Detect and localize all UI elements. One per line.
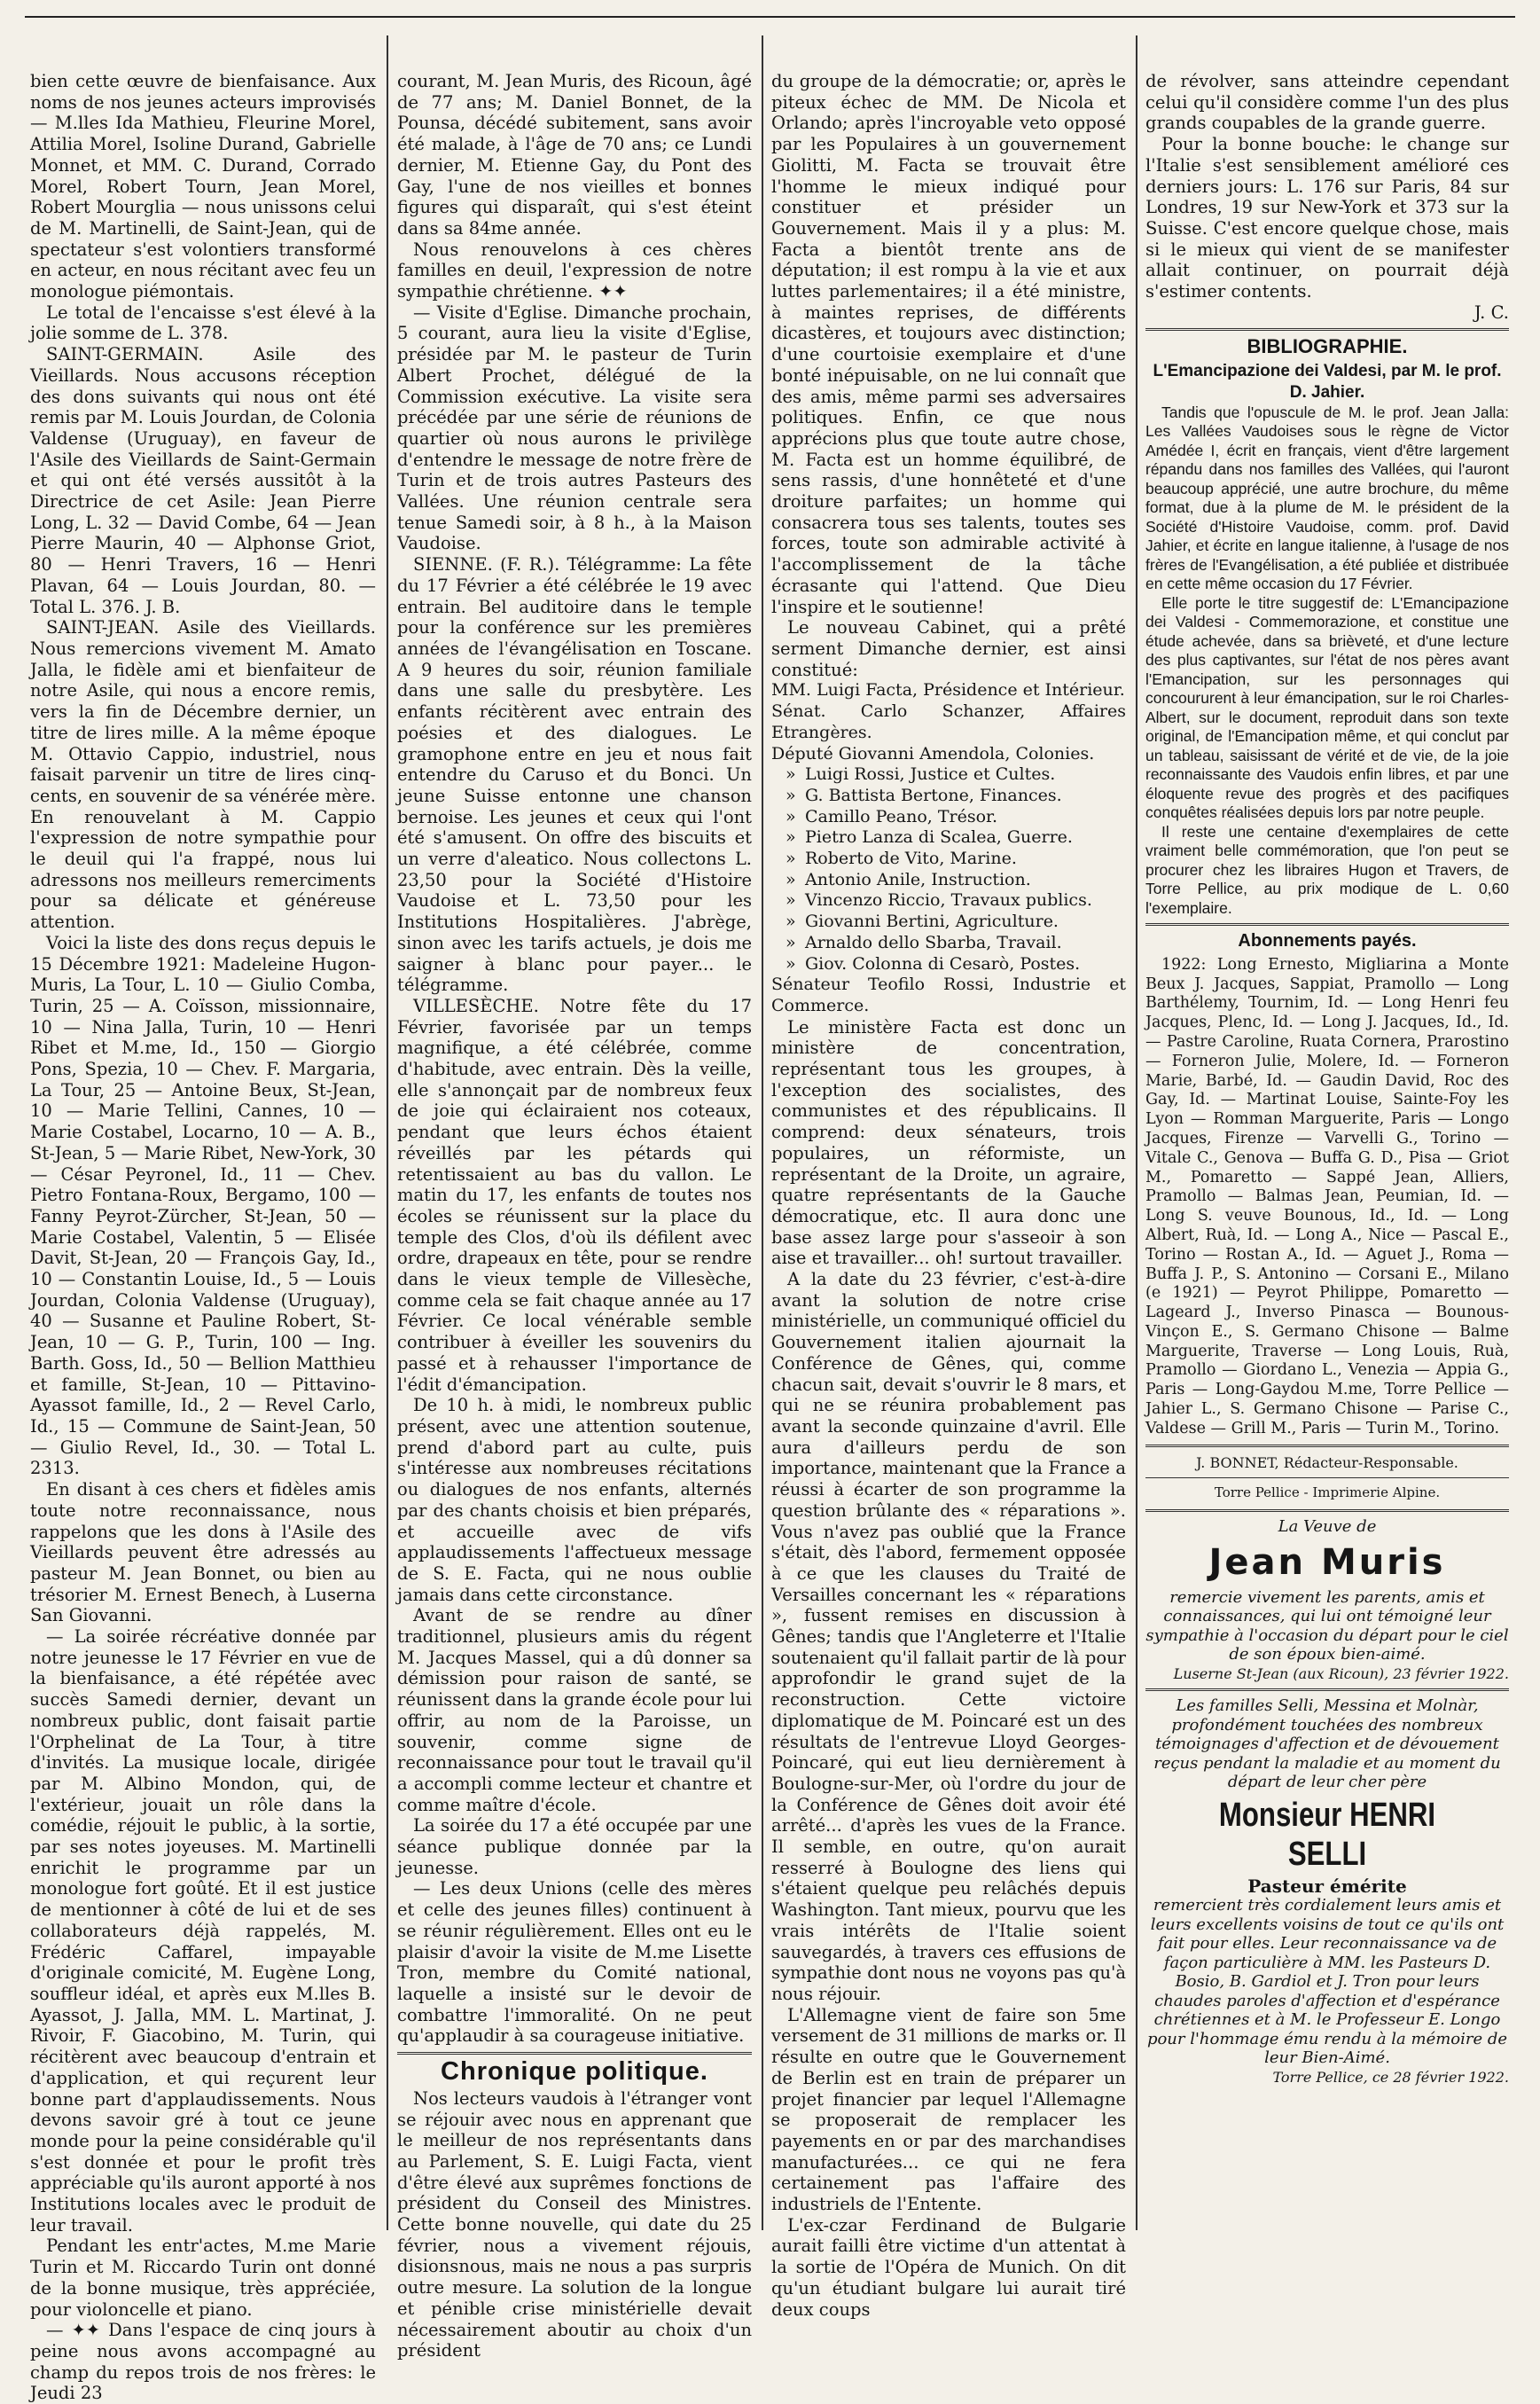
column-4 bbox=[1145, 71, 1509, 2217]
column-separator bbox=[1136, 35, 1137, 2230]
paragraph: En disant à ces chers et fidèles amis toute notre reconnaissance, nous rappelons que les dons à l'Asile des Vieillards peuvent être adressés au pasteur M. Jean Bonnet, ou bien au trésorier M. Ernest Benech, à Luserna San Giovanni. bbox=[30, 1479, 376, 1626]
cabinet-entry: MM. Luigi Facta, Présidence et Intérieur. bbox=[771, 680, 1125, 701]
paragraph: Nos lecteurs vaudois à l'étranger vont se réjouir avec nous en apprenant que le meilleur de nos représentants dans au Parlement, S. E. Luigi Facta, vient d'être élevé aux suprêmes fonctions de président du Conseil des Ministres. Cette bonne nouvelle, qui date du 25 février, nous a vivement réjouis, disionsnous, mais ne nous a pas surpris outre mesure. La solution de la longue et pénible crise ministérielle devait nécessairement aboutir au choix d'un président bbox=[397, 2087, 752, 2361]
section-divider bbox=[1145, 1445, 1509, 1447]
paragraph: — La soirée récréative donnée par notre jeunesse le 17 Février en vue de la bienfaisance, a été répétée avec succès Samedi dernier, devant un nombreux public, dont faisait partie l'Orphelinat de La Tour, à titre d'invités. La musique locale, dirigée par M. Albino Mondon, qui, de l'extérieur, jouait un rôle dans la comédie, réjouit le public, à la sortie, par ses notes joyeuses. M. Martinelli enrichit le programme par un monologue fort goûté. Et il est justice de mentionner à côté de lui et de ses collaborateurs déjà rappelés, M. Frédéric Caffarel, impayable d'originale comicité, M. Eugène Long, souffleur idéal, et après eux M.lles B. Ayassot, J. Jalla, MM. L. Martinat, J. Rivoir, F. Giacobino, M. Turin, qui récitèrent avec beaucoup d'entrain et d'application, et qui reçurent leur bonne part d'applaudissements. Nous devons savoir gré à tout ce jeune monde pour la peine considérable qu'il s'est donnée et pour le profit très appréciable qu'ils auront apporté à nos Institutions locales avec le produit de leur travail. bbox=[30, 1626, 376, 2236]
subscriptions-list: 1922: Long Ernesto, Migliarina a Monte Beux J. Jacques, Sappiat, Pramollo — Long Barthélemy, Tournim, Id. — Long Henri feu Jacques, Plenc, Id. — Long J. Jacques, Id., Id. — Pastre Caroline, Ruata Cornera, Prarostino — Forneron Julie, Molere, Id. — Forneron Marie, Barbé, Id. — Gaudin David, Roc des Gay, Id. — Martinat Louise, Sainte-Foy les Lyon — Romman Marguerite, Paris — Longo Jacques, Firenze — Varvelli G., Torino — Vitale C., Genova — Buffa G. D., Pisa — Griot M., Pomaretto — Sappé Jean, Alliers, Pramollo — Balmas Jean, Peumian, Id. — Long S. veuve Bounous, Id., Id. — Long Albert, Ruà, Id. — Long A., Nice — Pascal E., Torino — Rostan A., Id. — Aguet J., Roma — Buffa J. P., S. Antonino — Corsani E., Milano (e 1921) — Peyrot Philippe, Pomaretto — Lageard J., Inverso Pinasca — Bounous-Vinçon E., S. Germano Chisone — Balme Marguerite, Traverse — Long Louis, Ruà, Pramollo — Giordano L., Venezia — Appia G., Paris — Long-Gaydou M.me, Torre Pellice — Jahier L., S. Germano Chisone — Parise C., Valdese — Grill M., Paris — Turin M., Torino. bbox=[1145, 955, 1509, 1437]
ditto-mark: » bbox=[786, 849, 796, 869]
notice-place-date: Luserne St-Jean (aux Ricoun), 23 février 1922. bbox=[1173, 1664, 1509, 1682]
cabinet-entry: Sénat. Carlo Schanzer, Affaires Etrangères. bbox=[771, 701, 1126, 742]
cabinet-list bbox=[771, 680, 1126, 1016]
paragraph: A la date du 23 février, c'est-à-dire avant la solution de notre crise ministérielle, un communiqué officiel du Gouvernement italien ajournait la Conférence de Gênes, qui, comme chacun sait, devait s'ouvrir le 8 mars, et qui ne se réunira probablement pas avant la seconde quinzaine d'avril. Elle aura d'ailleurs perdu de son importance, maintenant que la France a réussi à écarter de son programme la question brûlante des « réparations ». Vous n'avez pas oublié que la France s'était, dès l'abord, fermement opposée à ce que les clauses du Traité de Versailles concernant les « réparations », fussent remises en discussion à Gênes; tandis que l'Angleterre et l'Italie soutenaient qu'il fallait partir de là pour approfondir le grand sujet de la reconstruction. Cette victoire diplomatique de M. Poincaré est un des résultats de l'entrevue Lloyd Georges-Poincaré, qui eut lieu dernièrement à Boulogne-sur-Mer, où l'ordre du jour de la Conférence de Gênes doit avoir été arrêté... d'après les vues de la France. Il semble, en outre, qu'on aurait resserré à Boulogne des liens qui s'étaient quelque peu relâchés depuis Washington. Tant mieux, pourvu que les vrais intérêts de l'Italie soient sauvegardés, à travers ces effusions de sympathie dont nous ne voyons pas qu'à nous réjouir. bbox=[771, 1269, 1126, 2004]
ditto-mark: » bbox=[786, 932, 796, 952]
ditto-mark: » bbox=[786, 890, 796, 911]
column-separator bbox=[762, 35, 763, 2230]
column-2 bbox=[397, 71, 752, 2361]
subscriptions-heading: Abonnements payés. bbox=[1238, 931, 1417, 951]
paragraph: — ✦✦ Dans l'espace de cinq jours à peine nous avons accompagné au champ du repos trois de nos frères: le Jeudi 23 bbox=[30, 2320, 376, 2404]
paragraph: Il reste une centaine d'exemplaires de cette vraiment belle commémoration, que l'on peut se procurer chez les libraires Hugon et Travers, de Torre Pellice, au prix modique de L. 0,60 l'exemplaire. bbox=[1145, 822, 1509, 917]
cabinet-entry: » Vincenzo Riccio, Travaux publics. bbox=[786, 890, 1092, 911]
bibliography-heading: BIBLIOGRAPHIE. bbox=[1247, 335, 1408, 358]
cabinet-entry: Sénateur Teofilo Rossi, Industrie et Commerce. bbox=[771, 975, 1126, 1015]
column-3 bbox=[771, 71, 1126, 2320]
notice-name: Jean Muris bbox=[1208, 1541, 1446, 1583]
cabinet-entry: » Pietro Lanza di Scalea, Guerre. bbox=[786, 827, 1073, 848]
notice-text: Les familles Selli, Messina et Molnàr, profondément touchées des nombreux témoignages d'affection et de dévouement reçus pendant la maladie et au moment du départ de leur cher père bbox=[1153, 1696, 1501, 1792]
bibliography-subtitle: L'Emancipazione dei Valdesi, par M. le prof. D. Jahier. bbox=[1153, 362, 1502, 402]
printer-line: Torre Pellice - Imprimerie Alpine. bbox=[1214, 1484, 1441, 1501]
cabinet-entry: » Camillo Peano, Trésor. bbox=[786, 806, 998, 826]
paragraph: SAINT-JEAN. Asile des Vieillards. Nous remercions vivement M. Amato Jalla, le fidèle ami et bienfaiteur de notre Asile, qui nous a encore remis, vers la fin de Décembre dernier, un titre de lires mille. A la même époque M. Ottavio Cappio, industriel, nous faisait parvenir un titre de lires cinq-cents, en souvenir de sa vénérée mère. En renouvelant à M. Cappio l'expression de notre sympathie pour le deuil qui l'a frappé, nous lui adressons nos meilleurs remerciments pour sa délicate et généreuse attention. bbox=[30, 617, 376, 933]
top-rule bbox=[25, 16, 1515, 18]
cabinet-entry: » Giov. Colonna di Cesarò, Postes. bbox=[786, 953, 1081, 974]
paragraph: L'ex-czar Ferdinand de Bulgarie aurait failli être victime d'un attentat à la sortie de l'Opéra de Munich. On dit qu'un étudiant bulgare lui aurait tiré deux coups bbox=[771, 2214, 1126, 2320]
section-divider bbox=[1145, 328, 1509, 331]
ditto-mark: » bbox=[786, 912, 796, 932]
paragraph: Pendant les entr'actes, M.me Marie Turin et M. Riccardo Turin ont donné de la bonne musique, très appréciée, pour violoncelle et piano. bbox=[30, 2236, 376, 2320]
cabinet-entry: » Antonio Anile, Instruction. bbox=[786, 869, 1031, 889]
section-divider bbox=[1145, 1688, 1509, 1691]
column-separator bbox=[387, 35, 388, 2230]
notice-place-date: Torre Pellice, ce 28 février 1922. bbox=[1272, 2068, 1509, 2086]
section-divider bbox=[397, 2052, 752, 2055]
signature: J. C. bbox=[1474, 301, 1509, 323]
responsible-editor: J. BONNET, Rédacteur-Responsable. bbox=[1196, 1453, 1458, 1471]
notice-intro: La Veuve de bbox=[1278, 1517, 1377, 1537]
paragraph: Le ministère Facta est donc un ministère de concentration, représentant tous les groupes, à l'exception des socialistes, des communistes et des républicains. Il comprend: deux sénateurs, trois populaires, un réformiste, un représentant de la Droite, un agraire, quatre représentants de la Gauche démocratique, etc. Il aura donc une base assez large pour s'asseoir à son aise et travailler... oh! surtout travailler. bbox=[771, 1016, 1126, 1269]
notice-name: Monsieur HENRI SELLI bbox=[1218, 1796, 1436, 1873]
ditto-mark: » bbox=[786, 827, 796, 848]
paragraph: SIENNE. (F. R.). Télégramme: La fête du 17 Février a été célébrée le 19 avec entrain. Bel auditoire dans le temple pour la conférence sur les premières années de l'évangélisation en Toscane. A 9 heures du soir, réunion familiale dans une salle du presbytère. Les enfants récitèrent avec entrain des poésies et des dialogues. Le gramophone entre en jeu et nous fait entendre du Caruso et du Bonci. Un jeune Suisse entonne une chanson bernoise. Les jeunes et ceux qui l'ont été s'amusent. On offre des biscuits et un verre d'aleatico. Nous collectons L. 23,50 pour la Société d'Histoire Vaudoise et L. 73,50 pour les Institutions Hospitalières. J'abrège, sinon avec les tarifs actuels, je dois me saigner à blanc pour payer... le télégramme. bbox=[397, 554, 752, 996]
paragraph: Avant de se rendre au dîner traditionnel, plusieurs amis du régent M. Jacques Massel, qui a dû donner sa démission pour raison de santé, se réunissent dans la grande école pour lui offrir, au nom de la Paroisse, un souvenir, comme signe de reconnaissance pour tout le travail qu'il a accompli comme lecteur et chantre et comme maître d'école. bbox=[397, 1605, 752, 1815]
paragraph: Le total de l'encaisse s'est élevé à la jolie somme de L. 378. bbox=[30, 301, 376, 344]
paragraph: Elle porte le titre suggestif de: L'Emancipazione dei Valdesi - Commemorazione, et constitue une étude achevée, dans sa brièveté, et d'une lecture des plus captivantes, sur l'état de nos pères avant l'Emancipation, sur les personnages qui concoururent à leur émancipation, sur le roi Charles-Albert, sur le document, reproduit dans son texte original, de l'Emancipation même, et qui conclut par un tableau, saisissant de vérité et de vie, de la joie reconnaissante des Vaudois enfin libres, et par une éloquente revue des progrès et des pacifiques conquêtes réalisées depuis lors par notre peuple. bbox=[1145, 593, 1509, 822]
paragraph: de révolver, sans atteindre cependant celui qu'il considère comme l'un des plus grands coupables de la grande guerre. bbox=[1145, 71, 1509, 134]
notice-text: remercie vivement les parents, amis et connaissances, qui lui ont témoigné leur sympathie à l'occasion du départ pour le ciel de son époux bien-aimé. bbox=[1145, 1587, 1509, 1664]
ditto-mark: » bbox=[786, 953, 796, 974]
cabinet-entry: » Roberto de Vito, Marine. bbox=[786, 849, 1017, 869]
notice-selli bbox=[1145, 1696, 1509, 2087]
paragraph: La soirée du 17 a été occupée par une séance publique donnée par la jeunesse. bbox=[397, 1815, 752, 1878]
paragraph: — Les deux Unions (celle des mères et celle des jeunes filles) continuent à se réunir régulièrement. Elles ont eu le plaisir d'avoir la visite de M.me Lisette Tron, membre du Comité national, laquelle a insisté sur le devoir de combattre l'immoralité. On ne peut qu'applaudir à sa courageuse initiative. bbox=[397, 1878, 752, 2047]
paragraph: Le nouveau Cabinet, qui a prêté serment Dimanche dernier, est ainsi constitué: bbox=[771, 617, 1126, 680]
bibliography-body bbox=[1145, 403, 1509, 919]
notice-title: Pasteur émérite bbox=[1247, 1875, 1407, 1897]
section-divider bbox=[1145, 923, 1509, 926]
divider bbox=[1145, 1477, 1509, 1478]
paragraph: courant, M. Jean Muris, des Ricoun, âgé de 77 ans; M. Daniel Bonnet, de la Pounsa, décédé subitement, sans avoir été malade, à l'âge de 70 ans; ce Lundi dernier, M. Etienne Gay, du Pont des Gay, l'une de nos vieilles et bonnes figures qui disparaît, qui s'est éteint dans sa 84me année. bbox=[397, 71, 752, 239]
paragraph: Nous renouvelons à ces chères familles en deuil, l'expression de notre sympathie chrétienne. ✦✦ bbox=[397, 239, 752, 302]
cabinet-entry: » Luigi Rossi, Justice et Cultes. bbox=[786, 764, 1056, 785]
ditto-mark: » bbox=[786, 785, 796, 805]
paragraph: De 10 h. à midi, le nombreux public présent, avec une attention soutenue, prend d'abord part au culte, puis s'intéresse aux nombreuses récitations ou dialogues de nos enfants, alternés par des chants choisis et bien préparés, et accueille avec de vifs applaudissements l'affectueux message de S. E. Facta, qui ne nous oublie jamais dans cette circonstance. bbox=[397, 1395, 752, 1605]
notice-muris bbox=[1145, 1517, 1509, 1683]
cabinet-entry: Député Giovanni Amendola, Colonies. bbox=[771, 743, 1095, 763]
cabinet-entry: » Giovanni Bertini, Agriculture. bbox=[786, 912, 1059, 932]
paragraph: Voici la liste des dons reçus depuis le 15 Décembre 1921: Madeleine Hugon-Muris, La Tour, L. 10 — Giulio Comba, Turin, 25 — A. Coïsson, missionnaire, 10 — Nina Jalla, Turin, 10 — Henri Ribet et M.me, Id., 150 — Giorgio Pons, Spezia, 10 — Chev. F. Margaria, La Tour, 25 — Antoine Beux, St-Jean, 10 — Marie Tellini, Cannes, 10 — Marie Costabel, Locarno, 10 — A. B., St-Jean, 5 — Marie Ribet, New-York, 30 — César Peyronel, Id., 11 — Chev. Pietro Fontana-Roux, Bergamo, 100 — Fanny Peyrot-Zürcher, St-Jean, 50 — Marie Costabel, Valentin, 5 — Elisée Davit, St-Jean, 20 — François Gay, Id., 10 — Constantin Louise, Id., 5 — Louis Jourdan, Colonia Valdense (Uruguay), 40 — Susanne et Pauline Robert, St-Jean, 10 — G. P., Turin, 100 — Ing. Barth. Goss, Id., 50 — Bellion Matthieu et famille, St-Jean, 10 — Pittavino-Ayassot famille, Id., 2 — Revel Carlo, Id., 15 — Commune de Saint-Jean, 50 — Giulio Revel, Id., 30. — Total L. 2313. bbox=[30, 932, 376, 1479]
paragraph: VILLESÈCHE. Notre fête du 17 Février, favorisée par un temps magnifique, a été célébrée, comme d'habitude, avec entrain. Dès la veille, elle s'annonçait par de nombreux feux de joie qui éclairaient nos coteaux, pendant que leurs échos étaient réveillés par les pétards qui retentissaient au bas du vallon. Le matin du 17, les enfants de toutes nos écoles se réunissent sur la place du temple des Clos, d'où ils défilent avec ordre, drapeaux en tête, pour se rendre dans le vieux temple de Villesèche, comme cela se fait chaque année au 17 Février. Ce local vénérable semble contribuer à éveiller les souvenirs du passé et à rehausser l'importance de l'édit d'émancipation. bbox=[397, 995, 752, 1395]
section-divider bbox=[1145, 1509, 1509, 1512]
cabinet-entry: » Arnaldo dello Sbarba, Travail. bbox=[786, 932, 1062, 952]
paragraph: du groupe de la démocratie; or, après le piteux échec de MM. De Nicola et Orlando; après l'incroyable veto opposé par les Populaires à un gouvernement Giolitti, M. Facta se trouvait être l'homme le mieux indiqué pour constituer et présider un Gouvernement. Mais il y a plus: M. Facta a bientôt trente ans de députation; il est rompu à la vie et aux luttes parlementaires; il a été ministre, à maintes reprises, de différents dicastères, et toujours avec distinction; d'une courtoisie exemplaire et d'une bonté inépuisable, on ne lui connaît que des amis, même parmi ses adversaires politiques. Enfin, ce que nous apprécions plus que toute autre chose, M. Facta est un homme équilibré, de sens rassis, d'une honnêteté et d'une droiture parfaites; un homme qui consacrera tous ses talents, toutes ses forces, toute son admirable activité à l'accomplissement de la tâche écrasante qui l'attend. Que Dieu l'inspire et le soutienne! bbox=[771, 71, 1126, 617]
chronique-heading: Chronique politique. bbox=[441, 2057, 708, 2087]
cabinet-entry: » G. Battista Bertone, Finances. bbox=[786, 785, 1062, 805]
ditto-mark: » bbox=[786, 764, 796, 785]
notice-text: remercient très cordialement leurs amis et leurs excellents voisins de tout ce qu'ils ont fait pour elles. Leur reconnaissance va de façon particulière à MM. les Pasteurs D. Bosio, B. Gardiol et J. Tron pour leurs chaudes paroles d'affection et d'espérance chrétiennes et à M. le Professeur E. Longo pour l'hommage ému rendu à la mémoire de leur Bien-Aimé. bbox=[1146, 1896, 1508, 2068]
paragraph: SAINT-GERMAIN. Asile des Vieillards. Nous accusons réception des dons suivants qui nous ont été remis par M. Louis Jourdan, de Colonia Valdense (Uruguay), en faveur de l'Asile des Vieillards de Saint-Germain et qui ont été versés aussitôt à la Directrice de cet Asile: Jean Pierre Long, L. 32 — David Combe, 64 — Jean Pierre Maurin, 40 — Alphonse Griot, 80 — Henri Travers, 16 — Henri Plavan, 64 — Louis Jourdan, 80. — Total L. 376. J. B. bbox=[30, 344, 376, 617]
paragraph: Tandis que l'opuscule de M. le prof. Jean Jalla: Les Vallées Vaudoises sous le règne de Victor Amédée I, écrit en français, vient d'être largement répandu dans nos familles des Vallées, qui l'auront beaucoup apprécié, une autre brochure, du même format, due à la plume de M. le président de la Société d'Histoire Vaudoise, comm. prof. David Jahier, et écrite en langue italienne, à l'usage de nos frères de l'Evangélisation, a été publiée et distribuée en cette même occasion du 17 Février. bbox=[1145, 403, 1509, 593]
paragraph: Pour la bonne bouche: le change sur l'Italie s'est sensiblement amélioré ces derniers jours: L. 176 sur Paris, 84 sur Londres, 19 sur New-York et 373 sur la Suisse. C'est encore quelque chose, mais si le mieux qui vient de se manifester allait continuer, on pourrait déjà s'estimer contents. bbox=[1145, 134, 1509, 302]
ditto-mark: » bbox=[786, 806, 796, 826]
paragraph: L'Allemagne vient de faire son 5me versement de 31 millions de marks or. Il résulte en outre que le Gouvernement de Berlin est en train de préparer un projet financier par lequel l'Allemagne se proposerait de remplacer les payements en or par des marchandises manufacturées... ce qui ne fera certainement pas l'affaire des industriels de l'Entente. bbox=[771, 2004, 1126, 2215]
paragraph: — Visite d'Eglise. Dimanche prochain, 5 courant, aura lieu la visite d'Eglise, présidée par M. le pasteur de Turin Albert Prochet, délégué de la Commission exécutive. La visite sera précédée par une série de réunions de quartier où nous aurons le privilège d'entendre le message de notre frère de Turin et de trois autres Pasteurs des Vallées. Une réunion centrale sera tenue Samedi soir, à 8 h., à la Maison Vaudoise. bbox=[397, 301, 752, 554]
column-1 bbox=[30, 71, 376, 2404]
ditto-mark: » bbox=[786, 869, 796, 889]
paragraph: bien cette œuvre de bienfaisance. Aux noms de nos jeunes acteurs improvisés — M.lles Ida Mathieu, Fleurine Morel, Attilia Morel, Isoline Durand, Gabrielle Monnet, et MM. C. Durand, Corrado Morel, Robert Tourn, Jean Morel, Robert Mourglia — nous unissons celui de M. Martinelli, de Saint-Jean, qui de spectateur s'est volontiers transformé en acteur, en nous récitant avec feu un monologue piémontais. bbox=[30, 71, 376, 302]
